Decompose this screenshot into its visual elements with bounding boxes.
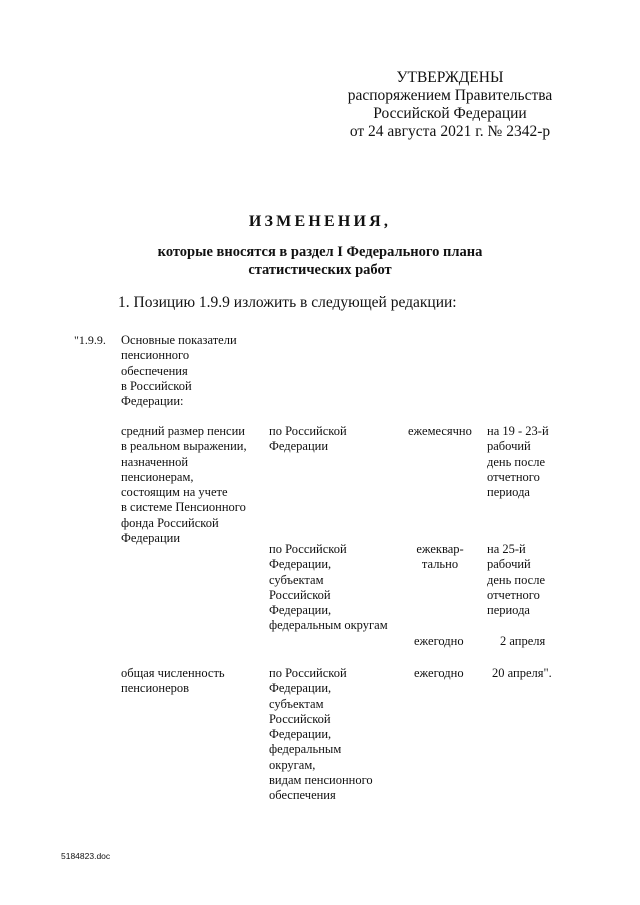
cell-line: по Российской: [269, 666, 347, 680]
cell-line: в Российской: [121, 378, 192, 393]
cell-line: на 19 - 23-й: [487, 424, 549, 438]
cell-line: субъектам: [269, 572, 324, 587]
row-2-periodicity: [404, 542, 476, 573]
cell-line: Российской: [269, 587, 331, 602]
row-2-deadline: [487, 542, 545, 618]
cell-line: день после: [487, 572, 546, 587]
cell-line: федеральным: [269, 742, 342, 757]
row-3-deadline: [500, 634, 545, 649]
subtitle-line-2: статистических работ: [248, 262, 392, 278]
cell-line: периода: [487, 485, 530, 500]
cell-line: Федерации: [121, 531, 181, 546]
cell-line: Федерации:: [121, 394, 184, 409]
cell-line: округам,: [269, 757, 316, 772]
instruction-paragraph: 1. Позицию 1.9.9 изложить в следующей редакции:: [118, 294, 457, 311]
row-1-indicator: [121, 424, 247, 546]
cell-line: пенсионерам,: [121, 469, 194, 484]
cell-line: Основные показатели: [121, 333, 237, 347]
cell-line: Федерации,: [269, 727, 332, 742]
cell-line: ежегодно: [414, 666, 464, 680]
position-number: "1.9.9.: [74, 333, 106, 347]
cell-line: Федерации: [269, 439, 329, 454]
cell-line: тально: [421, 557, 459, 572]
document-title: ИЗМЕНЕНИЯ,: [248, 213, 392, 230]
cell-line: федеральным округам: [269, 618, 388, 633]
cell-line: ежегодно: [414, 634, 464, 648]
cell-line: Федерации,: [269, 681, 332, 696]
subtitle-line-1: которые вносятся в раздел I Федерального плана: [157, 244, 483, 260]
row-1-deadline: [487, 424, 549, 500]
cell-line: Федерации,: [269, 603, 332, 618]
cell-line: отчетного: [487, 587, 540, 602]
row-4-breakdown: [269, 666, 373, 804]
row-2-breakdown: [269, 542, 388, 634]
cell-line: Российской: [269, 711, 331, 726]
cell-line: общая численность: [121, 666, 225, 680]
cell-line: отчетного: [487, 469, 540, 484]
approval-line-date-number: от 24 августа 2021 г. № 2342-р: [349, 123, 551, 140]
cell-line: день после: [487, 454, 546, 469]
row-3-periodicity: [414, 634, 464, 649]
file-name-footer: 5184823.doc: [61, 851, 111, 861]
row-1-breakdown: [269, 424, 347, 455]
cell-line: фонда Российской: [121, 515, 219, 530]
cell-line: обеспечения: [121, 363, 188, 378]
approval-stamp: [320, 69, 580, 141]
row-4-periodicity: [414, 666, 464, 681]
row-1-periodicity: [408, 424, 472, 439]
cell-line: средний размер пенсии: [121, 424, 245, 438]
cell-line: по Российской: [269, 424, 347, 438]
row-4-indicator: [121, 666, 225, 697]
cell-line: состоящим на учете: [121, 485, 228, 500]
cell-line: ежемесячно: [408, 424, 472, 438]
cell-line: обеспечения: [269, 788, 336, 803]
cell-line: в системе Пенсионного: [121, 500, 246, 515]
cell-line: на 25-й: [487, 542, 526, 556]
approval-line-government: Российской Федерации: [373, 105, 527, 122]
cell-line: видам пенсионного: [269, 773, 373, 788]
cell-line: 20 апреля".: [492, 666, 552, 680]
approval-line-approved: УТВЕРЖДЕНЫ: [396, 69, 504, 86]
cell-line: рабочий: [487, 439, 531, 454]
cell-line: по Российской: [269, 542, 347, 556]
approval-line-order: распоряжением Правительства: [347, 87, 553, 104]
cell-line: субъектам: [269, 696, 324, 711]
cell-line: пенсионного: [121, 348, 190, 363]
row-4-deadline: [492, 666, 552, 681]
cell-line: ежеквар-: [416, 542, 464, 556]
cell-line: в реальном выражении,: [121, 439, 247, 454]
cell-line: назначенной: [121, 454, 189, 469]
position-heading: [121, 333, 237, 409]
cell-line: рабочий: [487, 557, 531, 572]
cell-line: 2 апреля: [500, 634, 546, 648]
document-subtitle: [0, 243, 640, 279]
cell-line: пенсионеров: [121, 681, 190, 696]
cell-line: Федерации,: [269, 557, 332, 572]
cell-line: периода: [487, 603, 530, 618]
